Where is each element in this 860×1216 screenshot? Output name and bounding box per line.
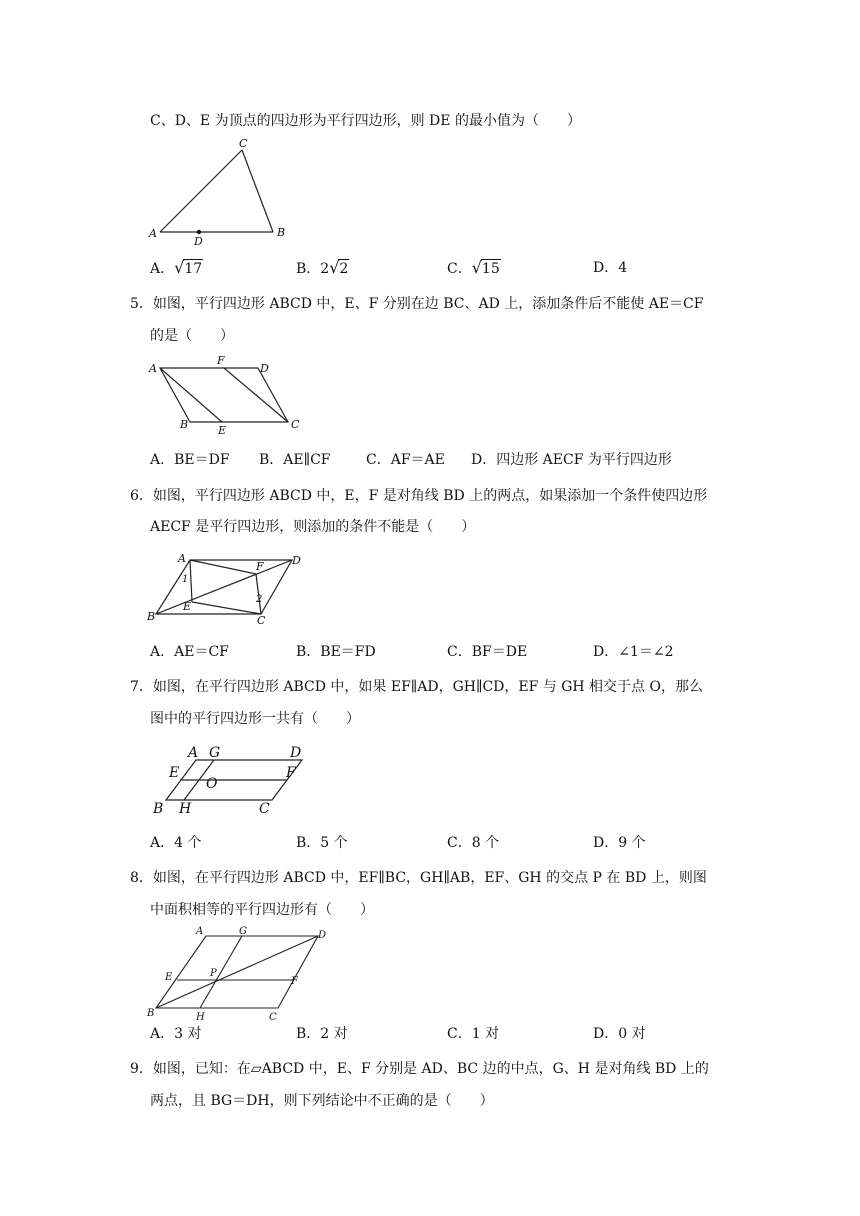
q6-angle-2: 2 (256, 594, 263, 605)
q7-label-f: F (286, 765, 296, 781)
q6-option-b[interactable]: B．BE＝FD (296, 644, 376, 660)
q7-figure (146, 740, 316, 818)
q5-label-a: A (149, 362, 157, 375)
q7-stem-line2: 图中的平行四边形一共有（ ） (150, 711, 360, 727)
q7-label-a: A (188, 745, 199, 761)
q7-option-a[interactable]: A．4 个 (150, 835, 202, 851)
q6-option-a[interactable]: A．AE＝CF (150, 644, 229, 660)
q6-stem-line2: AECF 是平行四边形，则添加的条件不能是（ ） (150, 519, 476, 535)
q6-label-d: D (292, 554, 301, 567)
q4-label-b: B (277, 226, 286, 239)
q4-label-d: D (194, 235, 203, 248)
q8-label-f: F (291, 976, 298, 987)
q8-figure (146, 922, 336, 1022)
q7-option-d[interactable]: D．9 个 (593, 835, 646, 851)
q4-option-a[interactable]: A．√17 (150, 258, 203, 277)
q6-label-e: E (183, 600, 192, 613)
q9-stem-line1: 9．如图，已知：在▱ABCD 中，E、F 分别是 AD、BC 边的中点，G、H 是对角线 BD 上的 (130, 1061, 709, 1077)
q5-label-d: D (260, 362, 269, 375)
q6-label-f: F (256, 560, 264, 573)
q8-label-e: E (165, 972, 173, 983)
q8-stem-line2: 中面积相等的平行四边形有（ ） (150, 902, 374, 918)
q9-stem-line2: 两点，且 BG＝DH，则下列结论中不正确的是（ ） (150, 1093, 494, 1109)
q7-option-b[interactable]: B．5 个 (296, 835, 348, 851)
q4-stem-tail: C、D、E 为顶点的四边形为平行四边形，则 DE 的最小值为（ ） (150, 113, 581, 129)
q5-option-a[interactable]: A．BE＝DF (150, 452, 230, 468)
q8-label-d: D (318, 930, 327, 941)
q4-figure (146, 136, 296, 248)
q7-label-g: G (209, 745, 221, 761)
q8-label-c: C (269, 1012, 277, 1023)
q5-option-b[interactable]: B．AE∥CF (259, 452, 331, 468)
q8-option-c[interactable]: C．1 对 (447, 1026, 500, 1042)
q5-stem-line2: 的是（ ） (150, 328, 234, 344)
q6-option-d[interactable]: D．∠1＝∠2 (593, 644, 674, 660)
q8-option-b[interactable]: B．2 对 (296, 1026, 348, 1042)
q7-label-c: C (259, 801, 270, 817)
q6-label-b: B (147, 610, 156, 623)
q7-label-o: O (206, 776, 218, 792)
q6-stem-line1: 6．如图，平行四边形 ABCD 中，E，F 是对角线 BD 上的两点，如果添加一个条件使四边形 (130, 488, 708, 504)
q6-label-a: A (178, 552, 186, 565)
q8-label-h: H (196, 1012, 205, 1023)
q8-label-b: B (147, 1008, 155, 1019)
q8-stem-line1: 8．如图，在平行四边形 ABCD 中，EF∥BC，GH∥AB，EF、GH 的交点 P 在 BD 上，则图 (130, 870, 707, 886)
q5-option-c[interactable]: C．AF＝AE (366, 452, 445, 468)
q8-label-p: P (210, 968, 217, 979)
q6-angle-1: 1 (182, 574, 189, 585)
q8-label-a: A (196, 926, 204, 937)
q5-label-e: E (218, 424, 227, 437)
q4-label-c: C (239, 137, 248, 150)
q7-label-d: D (290, 745, 302, 761)
q5-label-b: B (180, 418, 189, 431)
q4-option-b[interactable]: B．2√2 (296, 258, 349, 277)
q8-option-a[interactable]: A．3 对 (150, 1026, 202, 1042)
q5-figure (146, 352, 306, 436)
q5-option-d[interactable]: D．四边形 AECF 为平行四边形 (471, 452, 672, 468)
q5-label-f: F (217, 354, 225, 367)
q7-label-e: E (169, 765, 180, 781)
q6-figure (146, 550, 310, 626)
q4-option-d[interactable]: D．4 (593, 260, 628, 276)
q8-option-d[interactable]: D．0 对 (593, 1026, 646, 1042)
q7-label-b: B (153, 801, 164, 817)
q7-option-c[interactable]: C．8 个 (447, 835, 500, 851)
q6-label-c: C (257, 614, 266, 627)
q5-stem-line1: 5．如图，平行四边形 ABCD 中，E、F 分别在边 BC、AD 上，添加条件后不能使 AE＝CF (130, 296, 704, 312)
q4-option-c[interactable]: C．√15 (447, 258, 500, 277)
q4-label-a: A (149, 227, 157, 240)
q7-label-h: H (179, 801, 192, 817)
q6-option-c[interactable]: C．BF＝DE (447, 644, 528, 660)
q7-stem-line1: 7．如图，在平行四边形 ABCD 中，如果 EF∥AD，GH∥CD，EF 与 GH 相交于点 O，那么 (130, 679, 703, 695)
q8-label-g: G (239, 926, 247, 937)
q5-label-c: C (291, 418, 300, 431)
